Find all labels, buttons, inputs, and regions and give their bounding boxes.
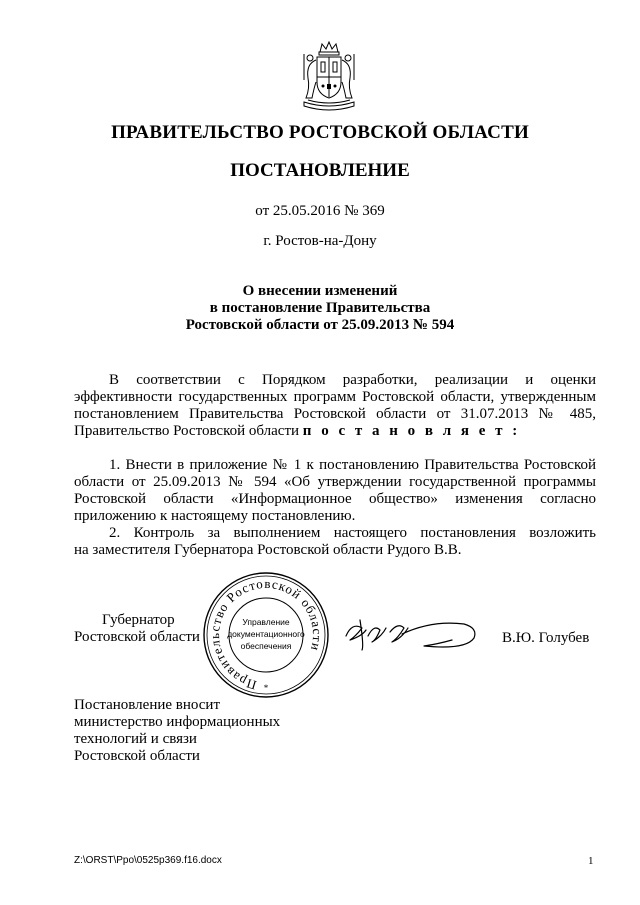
decree-verb: п о с т а н о в л я е т : [302,423,521,439]
paragraph-line: на заместителя Губернатора Ростовской области Рудого В.В. [74,542,462,558]
stamp-inner-line: Управление [242,617,290,627]
origin-line: Ростовской области [74,748,200,764]
paragraph-line [74,423,596,440]
document-date-number: от 25.05.2016 № 369 [255,203,385,219]
stamp-inner-line: документационного [227,629,305,639]
origin-line: технологий и связи [74,731,197,747]
signature-icon [342,606,482,664]
clause-2 [74,525,596,559]
submitted-by-block [74,697,280,765]
stamp-ring-text: Правительство Ростовской области [207,575,326,693]
svg-text:*: * [263,683,269,693]
paragraph-line: 2. Контроль за выполнением настоящего постановления возложить [109,525,596,541]
signatory-title-line: Губернатор [102,612,175,628]
paragraph-line: эффективности государственных программ Ростовской области, утвержденным [74,389,596,405]
subject-line: в постановление Правительства [209,300,431,316]
paragraph-line: приложению к настоящему постановлению. [74,508,356,524]
origin-line: министерство информационных [74,714,281,730]
signatory-title-line: Ростовской области [74,629,200,645]
file-path: Z:\ORST\Ppo\0525p369.f16.docx [74,855,222,866]
subject-line: Ростовской области от 25.09.2013 № 594 [185,317,455,333]
government-title: ПРАВИТЕЛЬСТВО РОСТОВСКОЙ ОБЛАСТИ [111,122,529,143]
coat-of-arms-icon [298,40,360,114]
paragraph-line: области от 25.09.2013 № 594 «Об утверждении государственной программы [74,474,596,490]
page-number: 1 [588,855,594,867]
official-stamp [200,570,332,700]
clause-1 [74,457,596,525]
preamble-subject: Правительство Ростовской области [74,423,300,439]
subject-line: О внесении изменений [242,283,398,299]
stamp-inner-line: обеспечения [240,641,292,651]
document-type: ПОСТАНОВЛЕНИЕ [230,160,410,181]
preamble-paragraph [74,372,596,440]
origin-line: Постановление вносит [74,697,221,713]
paragraph-line: постановлением Правительства Ростовской области от 31.07.2013 № 485, [74,406,596,422]
paragraph-line: 1. Внести в приложение № 1 к постановлению Правительства Ростовской [109,457,596,473]
paragraph-line: Ростовской области «Информационное общество» изменения согласно [74,491,596,507]
document-city: г. Ростов-на-Дону [263,233,377,249]
paragraph-line: В соответствии с Порядком разработки, реализации и оценки [109,372,596,388]
signatory-title [74,612,200,646]
signatory-name: В.Ю. Голубев [502,630,590,646]
document-subject [0,283,640,334]
